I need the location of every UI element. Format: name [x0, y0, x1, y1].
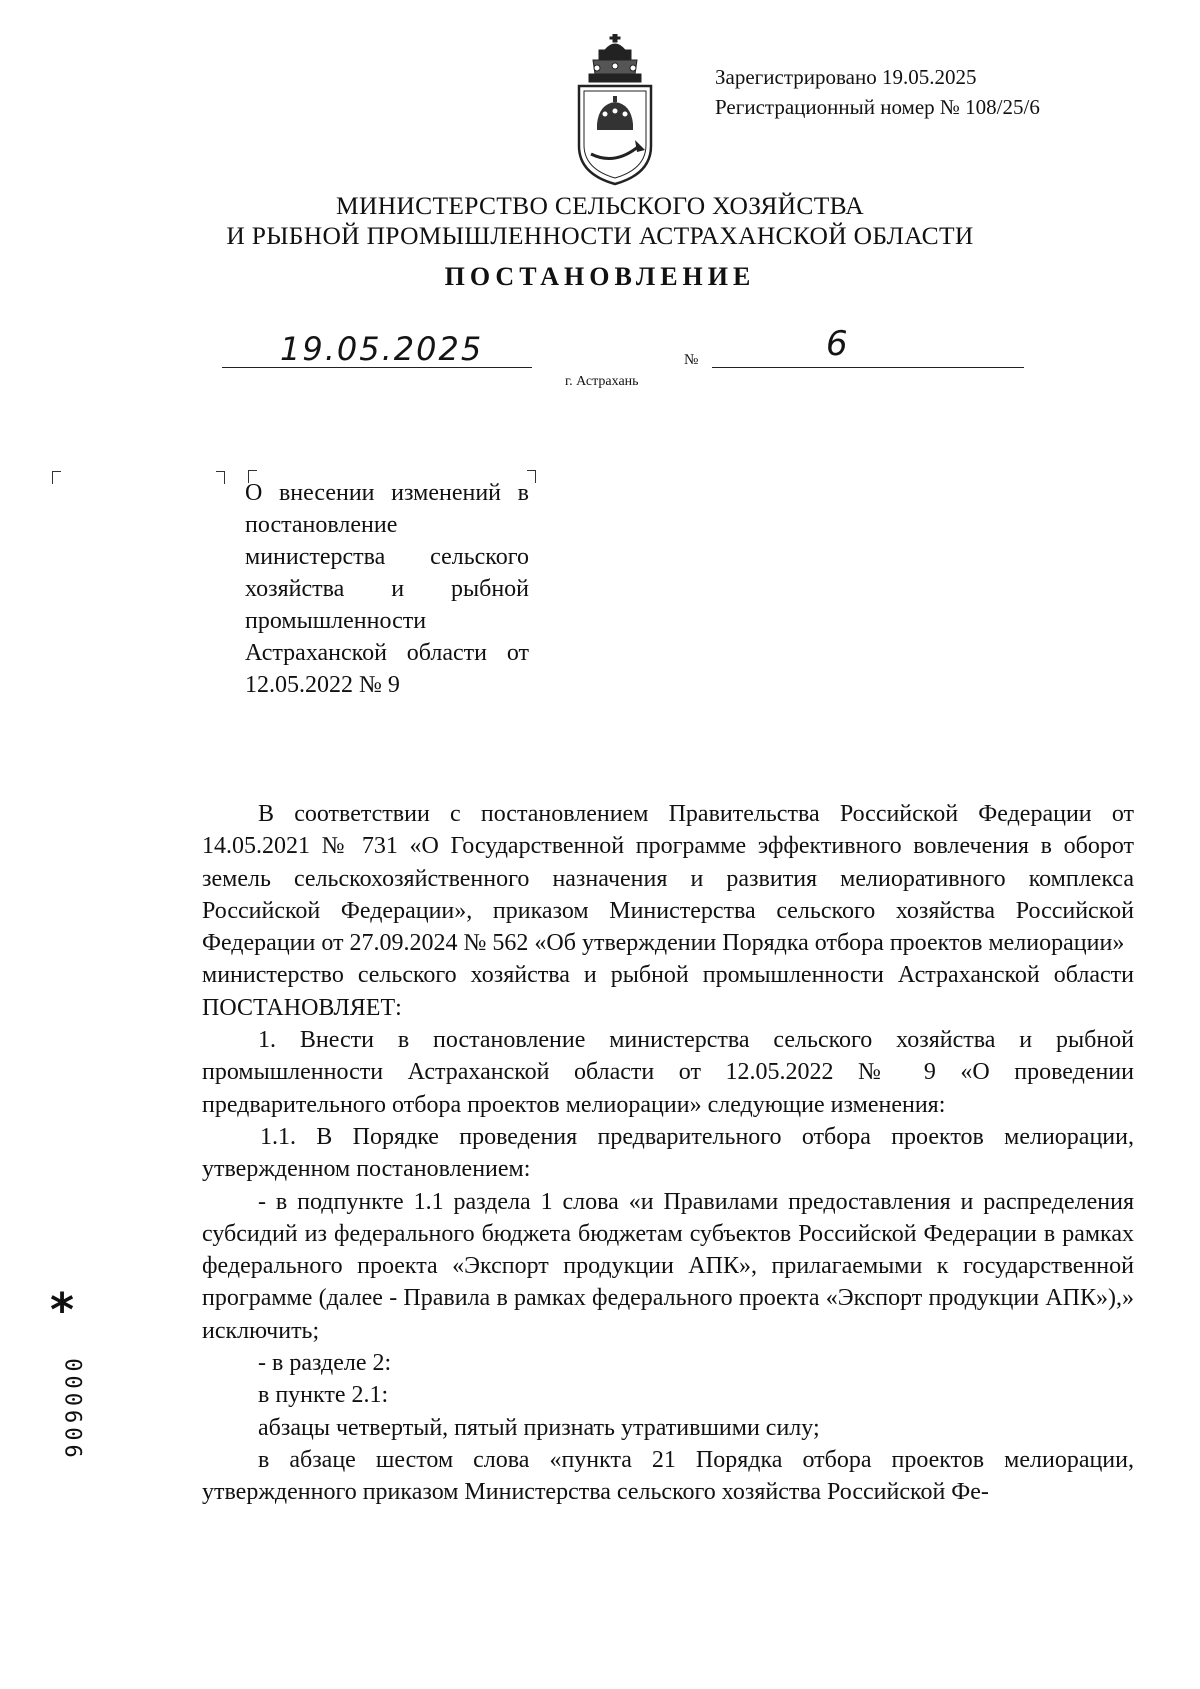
document-date: 19.05.2025 [280, 330, 484, 368]
ministry-line-2: И РЫБНОЙ ПРОМЫШЛЕННОСТИ АСТРАХАНСКОЙ ОБЛАСТИ [226, 221, 974, 250]
document-body [202, 798, 1134, 1509]
ministry-name [160, 191, 1040, 251]
subject-text: О внесении изменений в постановление министерства сельского хозяйства и рыбной промышленности Астраханской области от 12.05.2022 № 9 [245, 480, 529, 698]
ministry-line-1: МИНИСТЕРСТВО СЕЛЬСКОГО ХОЗЯЙСТВА [336, 191, 864, 220]
city-label: г. Астрахань [565, 374, 639, 389]
serial-number: 000606 [59, 1358, 85, 1462]
body-paragraph: абзацы четвертый, пятый признать утратившими силу; [258, 1414, 820, 1441]
body-paragraph: - в разделе 2: [258, 1350, 392, 1377]
body-paragraph: в абзаце шестом слова «пункта 21 Порядка отбора проектов мелиорации, утвержденного приказом Министерства сельского хозяйства Российской Фе- [202, 1446, 1134, 1506]
number-underline [712, 367, 1024, 368]
body-paragraph: - в подпункте 1.1 раздела 1 слова «и Правилами предоставления и распределения субсидий из федерального бюджета бюджетам субъектов Российской Федерации в рамках федерального проекта «Экспорт продукции АПК», прилагаемыми к государственной программе (далее - Правила в рамках федерального проекта «Экспорт продукции АПК»),» исключить; [202, 1188, 1134, 1344]
body-paragraph: 1. Внести в постановление министерства сельского хозяйства и рыбной промышленности Астраханской области от 12.05.2022 № 9 «О проведении предварительного отбора проектов мелиорации» следующие изменения: [202, 1027, 1134, 1118]
asterisk-mark: * [50, 1283, 75, 1337]
registration-stamp [715, 62, 1040, 122]
document-number: 6 [826, 324, 848, 364]
body-paragraph: 1.1. В Порядке проведения предварительного отбора проектов мелиорации, утвержденном постановлением: [202, 1123, 1134, 1183]
registration-number: Регистрационный номер № 108/25/6 [715, 95, 1040, 119]
body-paragraph: в пункте 2.1: [258, 1382, 389, 1409]
document-subject [245, 477, 529, 701]
date-underline [222, 367, 532, 368]
body-paragraph: В соответствии с постановлением Правительства Российской Федерации от 14.05.2021 № 731 «О Государственной программе эффективного вовлечения в оборот земель сельскохозяйственного назначения и развития мелиоративного комплекса Российской Федерации», приказом Министерства сельского хозяйства Российской Федерации от 27.09.2024 № 562 «Об утверждении Порядка отбора проектов мелиорации» [202, 801, 1134, 957]
body-paragraph: министерство сельского хозяйства и рыбной промышленности Астраханской области ПОСТАНОВЛЯЕТ: [202, 962, 1134, 1021]
corner-mark [216, 471, 225, 484]
number-sign: № [684, 352, 699, 368]
document-type-title: ПОСТАНОВЛЕНИЕ [444, 262, 756, 291]
corner-mark [52, 471, 61, 484]
registration-date: Зарегистрировано 19.05.2025 [715, 65, 977, 89]
coat-of-arms-emblem [575, 34, 655, 186]
